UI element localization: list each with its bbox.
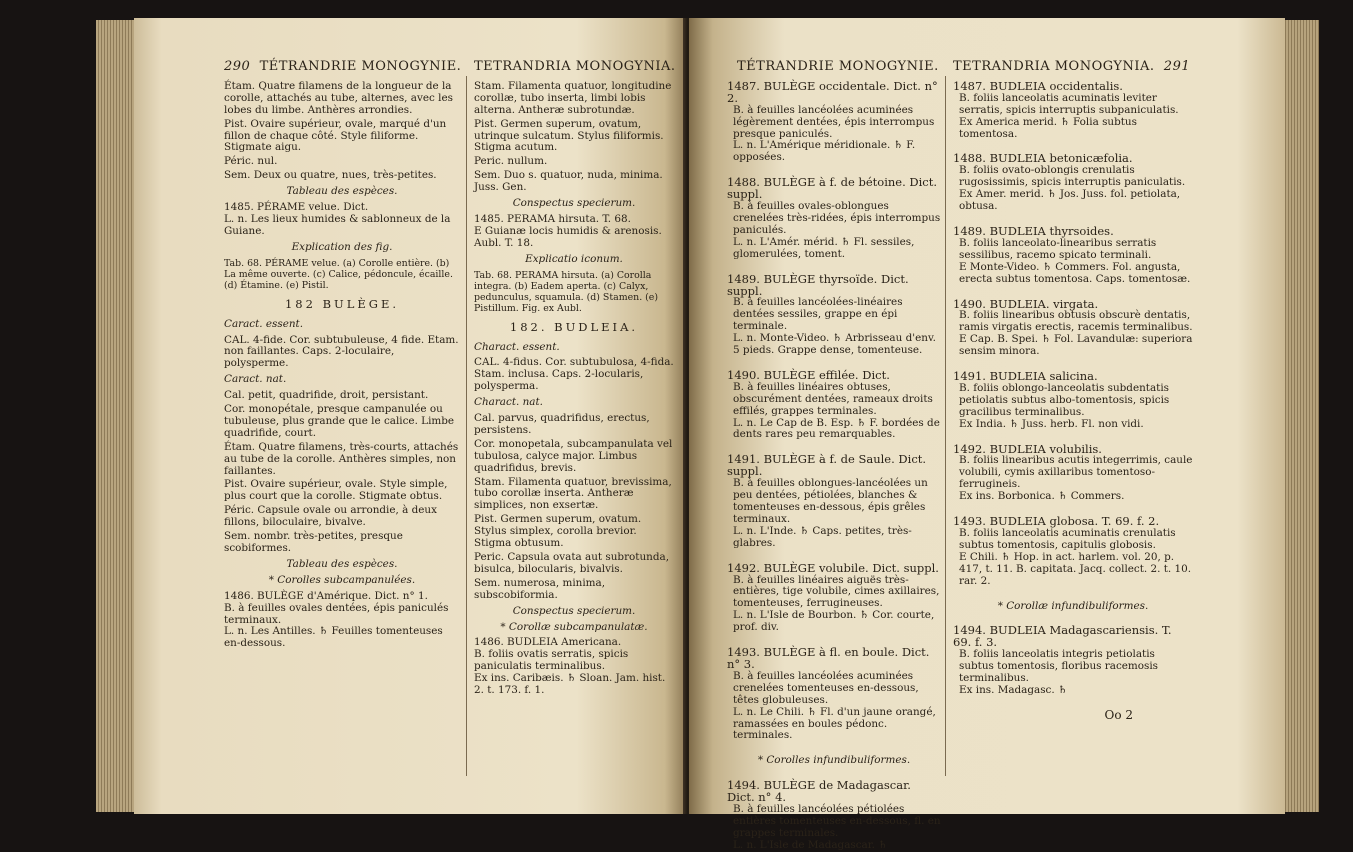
intro-paragraph: Pist. Germen superum, ovatum, utrinque sulcatum. Stylus filiformis. Stigma acutum. [474, 117, 664, 154]
species-entry-body: B. à feuilles lancéolées acuminées légèrement dentées, épis interrompus presque paniculés. L. n. L'Amérique méridionale. ♄ F. opposées. [733, 103, 935, 164]
intro-paragraph: Pist. Ovaire supérieur, ovale, marqué d'un fillon de chaque côté. Style filiforme. Stigmate aigu. [224, 117, 447, 154]
species-entry-heading: 1491. BUDLEIA salicina. [953, 369, 1098, 384]
species-table-title: Tableau des espèces. [286, 557, 398, 570]
species-entry-body: B. foliis oblongo-lanceolatis subdentatis petiolatis subtus albo-tomentosis, spicis gracilibus terminalibus. Ex India. ♄ Juss. herb. Fl. non vidi. [959, 381, 1170, 430]
species-entry-body: B. à feuilles linéaires obtuses, obscurément dentées, rameaux droits effilés, grappes terminales. L. n. Le Cap de B. Esp. ♄ F. bordées de dents rares peu remarquables. [733, 380, 940, 441]
species-entry-heading: 1489. BUDLEIA thyrsoides. [953, 223, 1114, 238]
species-entry-heading: 1488. BULÈGE à f. de bétoine. Dict. suppl. [727, 175, 938, 202]
essential-char-title: Charact. essent. [474, 340, 560, 353]
natural-char-item: Cal. petit, quadrifide, droit, persistant. [224, 389, 429, 402]
section-subtitle [953, 601, 1193, 613]
figures-caption: Tab. 68. PÉRAME velue. (a) Corolle entière. (b) La même ouverte. (c) Calice, pédoncule, écaille. (d) Étamine. (e) Pistil. [224, 257, 453, 291]
intro-paragraph: Stam. Filamenta quatuor, longitudine corollæ, tubo inserta, limbi lobis alterna. Antheræ subrotundæ. [474, 79, 672, 116]
species-entry-body: B. à feuilles ovales-oblongues crenelées très-ridées, épis interrompus paniculés. L. n. L'Amér. mérid. ♄ Fl. sessiles, glomerulées, toment. [733, 200, 941, 260]
species-entry-heading: 1492. BULÈGE volubile. Dict. suppl. [727, 560, 939, 575]
species-entry [727, 647, 941, 742]
natural-char-item: Stam. Filamenta quatuor, brevissima, tubo corollæ inserta. Antheræ simplices, non exsertæ. [474, 475, 672, 512]
running-head-right-french: TÉTRANDRIE MONOGYNIE. [737, 59, 939, 74]
natural-char-item: Étam. Quatre filamens, très-courts, attachés au tube de la corolle. Anthères simples, non faillantes. [224, 440, 459, 477]
natural-char-item: Pist. Ovaire supérieur, ovale. Style simple, plus court que la corolle. Stigmate obtus. [224, 478, 448, 503]
figures-title: Explication des fig. [291, 240, 393, 253]
section-subtitle-text: * Corollæ infundibuliformes. [997, 599, 1149, 612]
species-entry-heading: 1487. BUDLEIA occidentalis. [953, 78, 1123, 93]
section-subtitle: * Corolles subcampanulées. [268, 573, 416, 586]
natural-char-item: Sem. numerosa, minima, subscobiformia. [474, 576, 606, 601]
species-entry [953, 223, 1193, 286]
species-entry-heading: 1492. BUDLEIA volubilis. [953, 441, 1102, 456]
right-page [689, 18, 1285, 851]
species-entry [727, 560, 941, 634]
section-subtitle [727, 755, 941, 767]
species-entry-body: B. à feuilles linéaires aiguës très-entières, tige volubile, cimes axillaires, tomenteuses, ferrugineuses. L. n. L'Isle de Bourbon. ♄ Cor. courte, prof. div. [733, 573, 940, 634]
species-entry-body: B. foliis lanceolatis integris petiolatis subtus tomentosis, floribus racemosis terminalibus. Ex ins. Madagasc. ♄ [959, 648, 1159, 696]
column-rule [945, 76, 946, 776]
left-page [134, 18, 687, 814]
intro-paragraph: Peric. nullum. [474, 155, 548, 168]
species-entry-body: B. foliis lanceolatis acuminatis crenulatis subtus tomentosis, capitulis globosis. E Chili. ♄ Hop. in act. harlem. vol. 20, p. 417, t. 11. B. capitata. Jacq. collect. 2. t. 10. rar. 2. [959, 527, 1192, 587]
species-entry [953, 516, 1193, 587]
running-head-left-french: 290 TÉTRANDRIE MONOGYNIE. [224, 59, 462, 74]
species-entry-body: B. foliis lanceolatis acuminatis leviter serratis, spicis interruptis subpaniculatis. Ex America merid. ♄ Folia subtus tomentosa. [959, 91, 1179, 140]
species-entry-heading: 1493. BULÈGE à fl. en boule. Dict. n° 3. [727, 645, 930, 671]
left-page-edges [96, 20, 136, 812]
species-entry [727, 780, 941, 851]
species-table-title: Conspectus specierum. [512, 604, 636, 617]
latin-species-list [953, 78, 1193, 697]
species-entry-heading: 1490. BULÈGE effilée. Dict. [727, 367, 890, 382]
species-entry-heading: 1490. BUDLEIA. virgata. [953, 296, 1099, 311]
running-head-left-latin: TETRANDRIA MONOGYNIA. [474, 59, 676, 74]
species-entry-body: B. à feuilles oblongues-lancéolées un peu dentées, pétiolées, blanches & tomenteuses en-dessous, épis grêles terminaux. L. n. L'Inde. ♄ Caps. petites, très-glabres. [733, 477, 928, 549]
essential-char-text: CAL. 4-fidus. Cor. subtubulosa, 4-fida. Stam. inclusa. Caps. 2-locularis, polysperma. [474, 356, 674, 393]
section-subtitle: * Corollæ subcampanulatæ. [500, 620, 648, 633]
running-head-right-latin: TETRANDRIA MONOGYNIA. 291 [953, 59, 1191, 74]
essential-char-text: CAL. 4-fide. Cor. subtubuleuse, 4 fide. Etam. non faillantes. Caps. 2-loculaire, polysperme. [224, 333, 459, 370]
section-subtitle-text: * Corolles infundibuliformes. [757, 754, 911, 767]
species-entry-heading: 1488. BUDLEIA betonicæfolia. [953, 151, 1133, 166]
species-entry-heading: 1494. BUDLEIA Madagascariensis. T. 69. f. 3. [953, 623, 1172, 650]
natural-char-item: Sem. nombr. très-petites, presque scobiformes. [224, 530, 403, 554]
species-entry: 1485. PERAMA hirsuta. T. 68. E Guianæ locis humidis & arenosis. Aubl. T. 18. [474, 212, 662, 249]
intro-paragraph: Sem. Deux ou quatre, nues, très-petites. [224, 169, 437, 182]
species-entry-body: B. foliis lanceolato-linearibus serratis sessilibus, racemo spicato terminali. E Monte-Video. ♄ Commers. Fol. angusta, erecta subtus tomentosa. Caps. tomentosæ. [959, 236, 1191, 285]
species-entry-body: B. foliis ovato-oblongis crenulatis rugosissimis, spicis interruptis paniculatis. Ex Amer. merid. ♄ Jos. Juss. fol. petiolata, obtusa. [959, 164, 1186, 213]
natural-char-item: Pist. Germen superum, ovatum. Stylus simplex, corolla brevior. Stigma obtusum. [474, 513, 642, 550]
species-entry [727, 271, 941, 357]
intro-paragraph: Péric. nul. [224, 155, 278, 168]
essential-char-title: Caract. essent. [224, 317, 304, 330]
natural-char-item: Peric. Capsula ovata aut subrotunda, bisulca, bilocularis, bivalvis. [474, 551, 669, 575]
species-entry [953, 296, 1193, 359]
french-species-list [727, 78, 941, 852]
natural-char-title: Charact. nat. [474, 396, 543, 409]
right-french-column [727, 18, 941, 851]
genus-title: 182. BUDLEIA. [509, 319, 639, 334]
species-entry: 1486. BUDLEIA Americana. B. foliis ovatis serratis, spicis paniculatis terminalibus. Ex ins. Caribæis. ♄ Sloan. Jam. hist. 2. t. 173. f. 1. [474, 636, 666, 697]
species-entry: 1485. PÉRAME velue. Dict. L. n. Les lieux humides & sablonneux de la Guiane. [224, 201, 451, 237]
species-entry: 1486. BULÈGE d'Amérique. Dict. n° 1. B. à feuilles ovales dentées, épis paniculés terminaux. L. n. Les Antilles. ♄ Feuilles tomenteuses en-dessous. [224, 589, 449, 650]
right-page-edges [1283, 20, 1319, 812]
species-entry [727, 454, 941, 549]
signature-mark: Oo 2 [1104, 707, 1133, 722]
species-entry [953, 625, 1193, 696]
species-entry [727, 177, 941, 260]
genus-title: 182 BULÈGE. [284, 296, 400, 311]
species-entry-heading: 1489. BULÈGE thyrsoïde. Dict. suppl. [727, 271, 909, 298]
intro-paragraph: Sem. Duo s. quatuor, nuda, minima. Juss. Gen. [474, 169, 663, 194]
species-entry-body: B. à feuilles lancéolées acuminées crenelées tomenteuses en-dessous, têtes globuleuses. L. n. Le Chili. ♄ Fl. d'un jaune orangé, ramassées en boules pédonc. terminales. [733, 669, 936, 742]
species-entry-body: B. à feuilles lancéolées pétiolées entières tomenteuses en-dessous, fl. en grappes terminales. L. n. L'Isle de Madagascar. ♄ [733, 803, 941, 851]
natural-char-item: Péric. Capsule ovale ou arrondie, à deux fillons, biloculaire, bivalve. [224, 504, 437, 529]
page-number-left: 290 [224, 59, 251, 74]
species-entry-heading: 1487. BULÈGE occidentale. Dict. n° 2. [727, 78, 938, 105]
species-entry [727, 367, 941, 441]
page-number-right: 291 [1163, 59, 1191, 74]
species-entry-body: B. à feuilles lancéolées-linéaires dentées sessiles, grappe en épi terminale. L. n. Monte-Video. ♄ Arbrisseau d'env. 5 pieds. Grappe dense, tomenteuse. [733, 296, 936, 357]
figures-title: Explicatio iconum. [525, 252, 623, 265]
species-entry [953, 441, 1193, 504]
natural-char-title: Caract. nat. [224, 373, 287, 386]
species-entry-body: B. foliis linearibus acutis integerrimis, caule volubili, cymis axillaribus tomentoso-ferrugineis. Ex ins. Borbonica. ♄ Commers. [959, 454, 1193, 503]
species-entry-heading: 1493. BUDLEIA globosa. T. 69. f. 2. [953, 514, 1160, 529]
column-rule [466, 76, 467, 776]
species-entry-body: B. foliis linearibus obtusis obscurè dentatis, ramis virgatis erectis, racemis terminalibus. E Cap. B. Spei. ♄ Fol. Lavandulæ: superiora sensim minora. [959, 309, 1193, 358]
natural-char-item: Cor. monopetala, subcampanulata vel tubulosa, calyce major. Limbus quadrifidus, brevis. [474, 437, 673, 474]
natural-char-item: Cor. monopétale, presque campanulée ou tubuleuse, plus grande que le calice. Limbe quadrifide, court. [224, 403, 455, 439]
left-french-column [224, 18, 460, 814]
species-entry [953, 153, 1193, 213]
right-latin-column [953, 18, 1193, 814]
natural-char-item: Cal. parvus, quadrifidus, erectus, persistens. [474, 412, 650, 436]
species-table-title: Tableau des espèces. [286, 185, 398, 198]
species-entry-heading: 1491. BULÈGE à f. de Saule. Dict. suppl. [727, 452, 927, 479]
species-entry [953, 78, 1193, 141]
species-entry [953, 371, 1193, 431]
species-entry [727, 78, 941, 164]
species-entry-heading: 1494. BULÈGE de Madagascar. Dict. n° 4. [727, 778, 911, 805]
intro-paragraph: Étam. Quatre filamens de la longueur de la corolle, attachés au tube, alternes, avec les lobes du limbe. Anthères arrondies. [224, 79, 453, 116]
species-table-title: Conspectus specierum. [512, 197, 636, 210]
left-latin-column [474, 18, 674, 814]
figures-caption: Tab. 68. PERAMA hirsuta. (a) Corolla integra. (b) Eadem aperta. (c) Calyx, pedunculus, squamula. (d) Stamen. (e) Pistillum. Fig. ex Aubl. [474, 269, 659, 314]
